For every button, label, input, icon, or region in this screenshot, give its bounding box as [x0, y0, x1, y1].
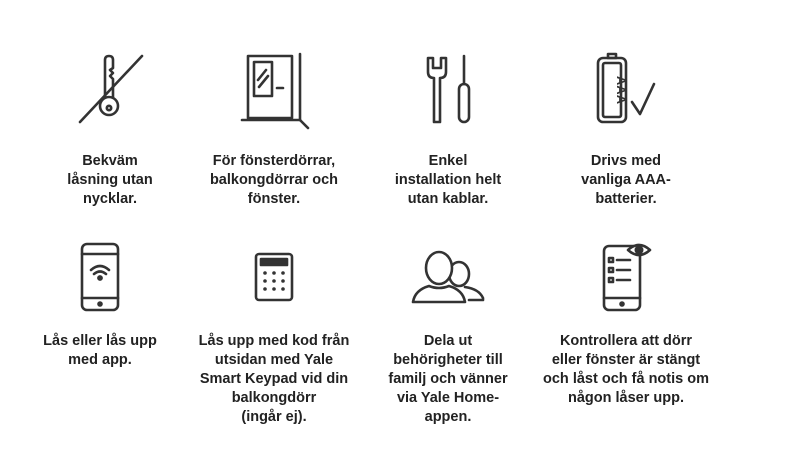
feature-label: Lås eller lås upp med app.: [43, 333, 157, 368]
feature-label: För fönsterdörrar, balkongdörrar och fönster.: [209, 153, 339, 207]
feature-label: Drivs med vanliga AAA- batterier.: [581, 153, 671, 207]
feature-label: Enkel installation helt utan kablar.: [394, 153, 502, 207]
battery-label: AAA: [614, 75, 629, 105]
feature-label: Kontrollera att dörr eller fönster är stängt och låst och få notis om någon låser upp.: [543, 333, 709, 406]
battery-aaa-icon: [586, 50, 666, 130]
phone-wifi-icon: [60, 240, 140, 314]
feature-no-key: [20, 50, 200, 209]
feature-label: Lås upp med kod från utsidan med Yale Smart Keypad vid din balkongdörr (ingår ej).: [198, 333, 350, 425]
phone-eye-icon: [586, 240, 666, 314]
feature-balcony-door: [184, 50, 364, 209]
feature-keypad: [184, 240, 364, 427]
feature-phone-wifi: [10, 240, 190, 370]
feature-battery: [536, 50, 716, 209]
tools-icon: [408, 50, 488, 130]
feature-users: [358, 240, 538, 427]
feature-label: Bekväm låsning utan nycklar.: [67, 153, 153, 207]
keypad-icon: [234, 240, 314, 314]
feature-phone-eye: [536, 240, 716, 408]
users-icon: [403, 240, 493, 314]
no-key-icon: [70, 50, 150, 130]
balcony-door-icon: [234, 50, 314, 130]
feature-tools: [358, 50, 538, 209]
feature-label: Dela ut behörigheter till familj och vänner via Yale Home- appen.: [388, 333, 508, 425]
